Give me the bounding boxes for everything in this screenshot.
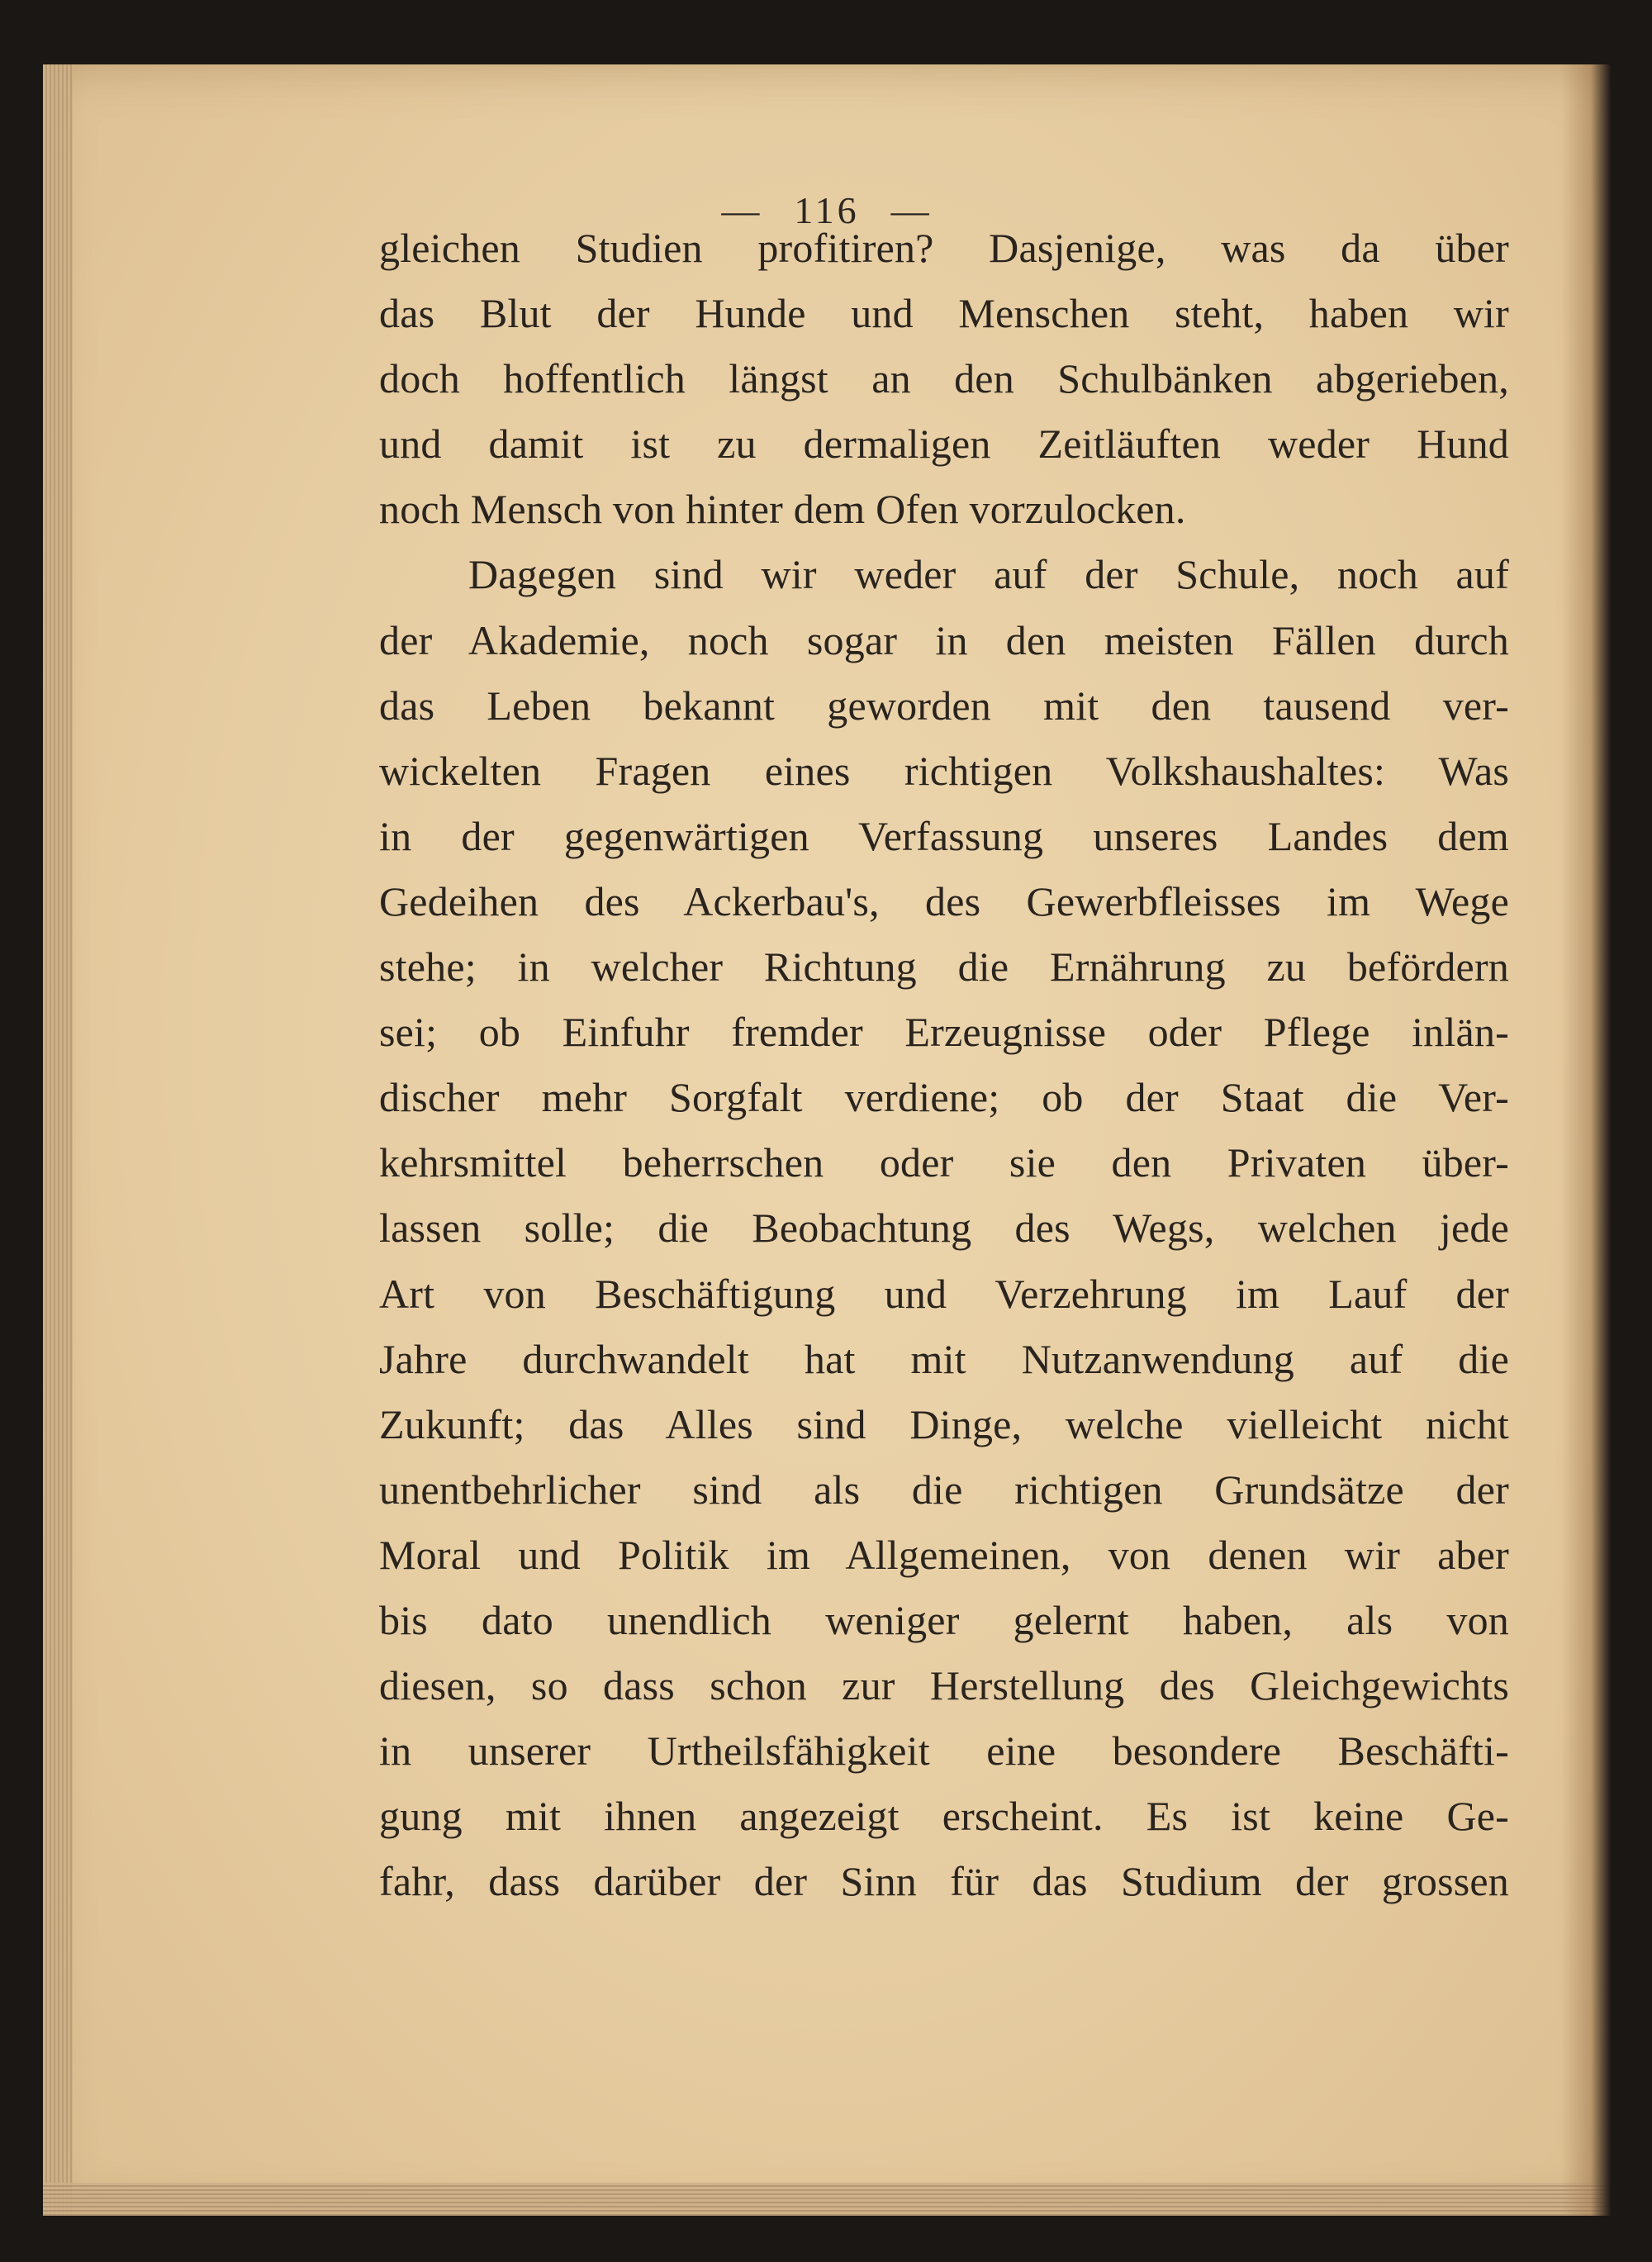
book-spine-shadow [1561, 64, 1611, 2216]
text-line: in der gegenwärtigen Verfassung unseres Landes dem [379, 812, 1509, 859]
text-line: doch hoffentlich längst an den Schulbänken abgerieben, [379, 355, 1509, 402]
text-line: sei; ob Einfuhr fremder Erzeugnisse oder Pflege inlän- [379, 1009, 1509, 1056]
text-line: gleichen Studien profitiren? Dasjenige, was da über [379, 225, 1509, 271]
text-line: Jahre durchwandelt hat mit Nutzanwendung auf die [379, 1335, 1509, 1382]
text-line: Art von Beschäftigung und Verzehrung im Lauf der [379, 1270, 1509, 1317]
text-line: fahr, dass darüber der Sinn für das Studium der grossen [379, 1858, 1509, 1905]
text-line: der Akademie, noch sogar in den meisten Fällen durch [379, 616, 1509, 663]
text-line: diesen, so dass schon zur Herstellung des Gleichgewichts [379, 1662, 1509, 1709]
text-line: stehe; in welcher Richtung die Ernährung zu befördern [379, 943, 1509, 991]
text-line: in unserer Urtheilsfähigkeit eine besondere Beschäfti- [379, 1727, 1509, 1775]
text-line: kehrsmittel beherrschen oder sie den Privaten über- [379, 1139, 1509, 1186]
text-line: das Blut der Hunde und Menschen steht, haben wir [379, 290, 1509, 337]
text-line: unentbehrlicher sind als die richtigen Grundsätze der [379, 1466, 1509, 1513]
text-line: noch Mensch von hinter dem Ofen vorzulocken. [379, 486, 1186, 533]
text-line: und damit ist zu dermaligen Zeitläuften weder Hund [379, 421, 1509, 468]
text-line: Dagegen sind wir weder auf der Schule, noch auf [468, 551, 1509, 598]
header-dash-right: — [890, 189, 933, 231]
text-line: gung mit ihnen angezeigt erscheint. Es ist keine Ge- [379, 1793, 1509, 1840]
text-line: lassen solle; die Beobachtung des Wegs, welchen jede [379, 1205, 1509, 1252]
text-line: Moral und Politik im Allgemeinen, von denen wir aber [379, 1531, 1509, 1578]
page-number: 116 [794, 189, 860, 231]
text-line: Gedeihen des Ackerbau's, des Gewerbfleisses im Wege [379, 877, 1509, 924]
book-page [43, 64, 1611, 2216]
page-edge-left [43, 64, 73, 2216]
text-line: Zukunft; das Alles sind Dinge, welche vielleicht nicht [379, 1400, 1509, 1447]
text-line: das Leben bekannt geworden mit den tausend ver- [379, 682, 1509, 729]
text-line: discher mehr Sorgfalt verdiene; ob der Staat die Ver- [379, 1074, 1509, 1121]
text-line: bis dato unendlich weniger gelernt haben, als von [379, 1596, 1509, 1643]
body-text [379, 216, 1509, 1914]
page-edge-bottom [43, 2183, 1611, 2216]
text-line: wickelten Fragen eines richtigen Volkshaushaltes: Was [379, 747, 1509, 794]
header-dash-left: — [721, 189, 763, 231]
